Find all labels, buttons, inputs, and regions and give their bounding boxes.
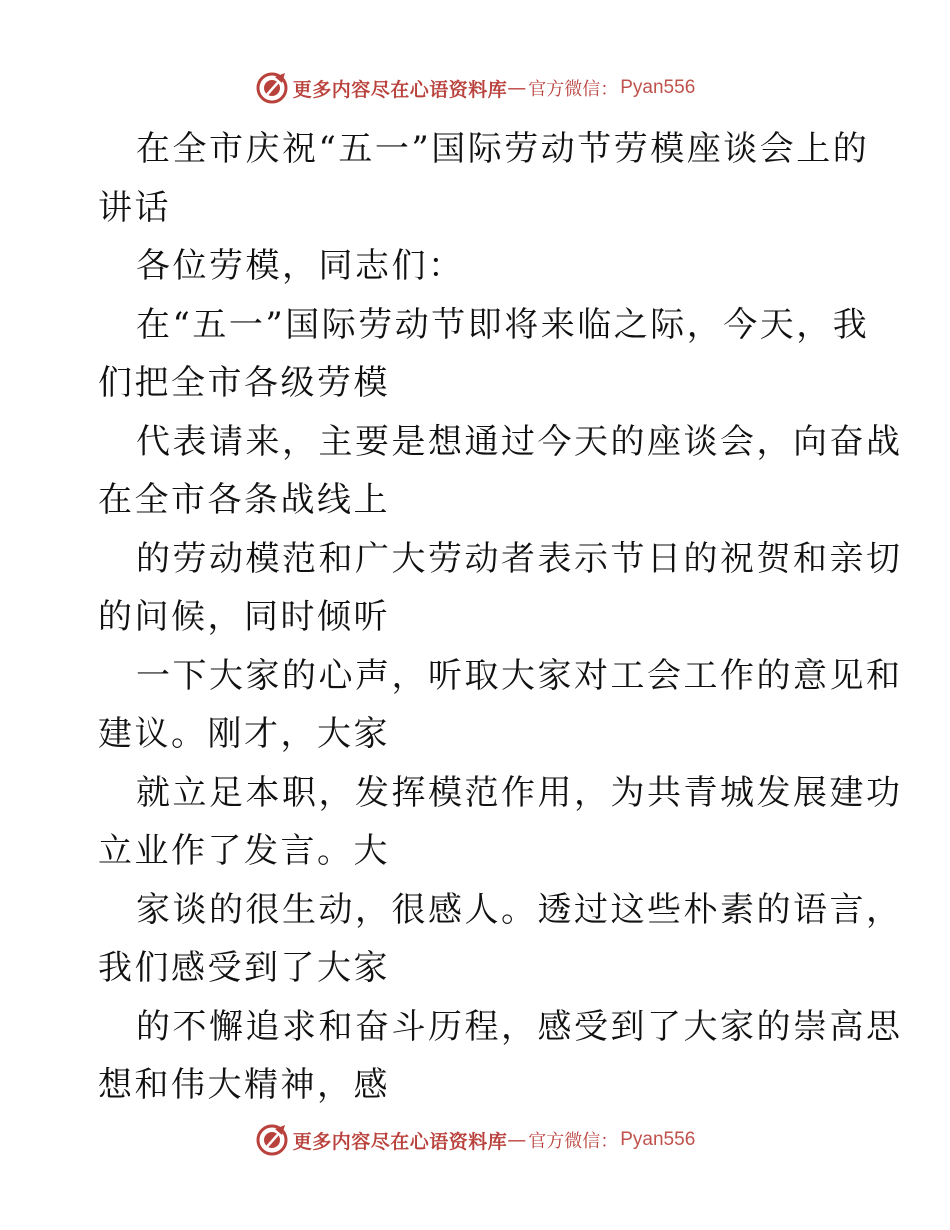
paragraph-line: 立业作了发言。大	[98, 831, 390, 871]
watermark-dash: —	[507, 1129, 527, 1151]
paragraph-line: 在全市各条战线上	[98, 480, 390, 520]
brand-logo-icon	[255, 1123, 289, 1157]
paragraph-line: 代表请来，主要是想通过今天的座谈会，向奋战	[136, 421, 903, 462]
brand-logo-icon	[255, 71, 289, 105]
wechat-id: Pyan556	[620, 77, 696, 98]
paragraph-line: 的不懈追求和奋斗历程，感受到了大家的崇高思	[136, 1006, 903, 1047]
salutation-line: 各位劳模，同志们：	[136, 246, 465, 286]
title-line: 在全市庆祝“五一”国际劳动节劳模座谈会上的	[136, 129, 870, 169]
paragraph-line: 的问候，同时倾听	[98, 597, 390, 637]
paragraph-line: 家谈的很生动，很感人。透过这些朴素的语言，	[136, 889, 903, 930]
paragraph-line: 一下大家的心声，听取大家对工会工作的意见和	[136, 655, 903, 696]
paragraph-line: 建议。刚才，大家	[98, 714, 390, 754]
title-line: 讲话	[98, 187, 171, 228]
wechat-label: 官方微信：	[528, 79, 619, 100]
paragraph-line: 们把全市各级劳模	[98, 363, 390, 403]
paragraph-line: 我们感受到了大家	[98, 948, 390, 988]
watermark-text: 更多内容尽在心语资料库	[292, 78, 508, 101]
footer-watermark	[0, 1120, 950, 1160]
wechat-label: 官方微信：	[528, 1131, 619, 1152]
paragraph-line: 想和伟大精神，感	[98, 1065, 390, 1105]
watermark-dash: —	[507, 77, 527, 99]
paragraph-line: 在“五一”国际劳动节即将来临之际，今天，我	[136, 304, 870, 345]
paragraph-line: 的劳动模范和广大劳动者表示节日的祝贺和亲切	[136, 538, 903, 579]
watermark-text: 更多内容尽在心语资料库	[292, 1130, 508, 1153]
wechat-id: Pyan556	[620, 1129, 696, 1150]
header-watermark	[0, 68, 950, 108]
document-body	[98, 120, 903, 1115]
paragraph-line: 就立足本职，发挥模范作用，为共青城发展建功	[136, 772, 903, 813]
